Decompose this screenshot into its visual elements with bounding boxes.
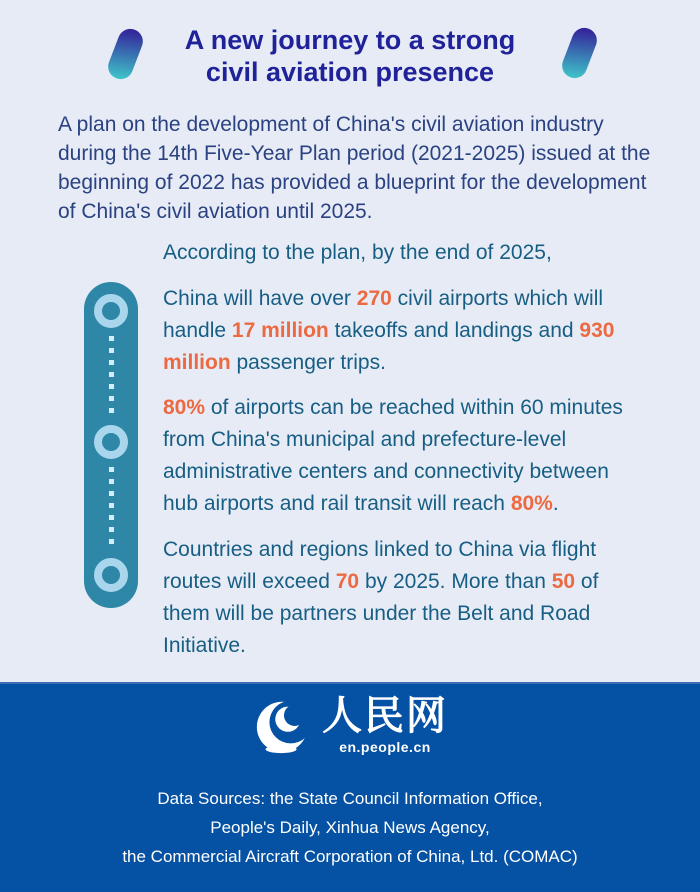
timeline-dotted-line xyxy=(109,336,114,420)
timeline-node-icon xyxy=(94,558,128,592)
footer xyxy=(0,682,700,892)
logo-text-block xyxy=(322,694,448,755)
lead-in-text: According to the plan, by the end of 2025, xyxy=(163,241,552,264)
logo-domain: en.people.cn xyxy=(339,739,431,755)
page-title xyxy=(0,24,700,88)
intro-paragraph: A plan on the development of China's civil aviation industry during the 14th Five-Year Plan period (2021-2025) issued at the beginning of 2022 has provided a blueprint for the development of China's civil aviation until 2025. xyxy=(58,113,651,223)
data-sources-line2: People's Daily, Xinhua News Agency, xyxy=(210,818,490,837)
timeline-graphic xyxy=(84,282,138,608)
timeline-dotted-line xyxy=(109,467,114,551)
data-sources-line3: the Commercial Aircraft Corporation of China, Ltd. (COMAC) xyxy=(122,847,578,866)
page-title-line2: civil aviation presence xyxy=(205,57,495,87)
timeline-node-icon xyxy=(94,294,128,328)
fact-flight-routes: Countries and regions linked to China via flight routes will exceed 70 by 2025. More than 50 of them will be partners under the Belt and Road Initiative. xyxy=(163,538,599,657)
data-sources xyxy=(0,784,700,871)
peoples-daily-globe-icon xyxy=(252,694,314,756)
timeline-node-icon xyxy=(94,425,128,459)
data-sources-line1: Data Sources: the State Council Information Office, xyxy=(157,789,543,808)
logo-chinese-name: 人民网 xyxy=(322,693,448,739)
page-title-line1: A new journey to a strong xyxy=(184,25,516,55)
fact-accessibility: 80% of airports can be reached within 60 minutes from China's municipal and prefecture-level administrative centers and connectivity between hub airports and rail transit will reach 80%. xyxy=(163,396,623,515)
peoples-daily-logo xyxy=(0,694,700,756)
fact-airports: China will have over 270 civil airports which will handle 17 million takeoffs and landings and 930 million passenger trips. xyxy=(163,287,615,374)
